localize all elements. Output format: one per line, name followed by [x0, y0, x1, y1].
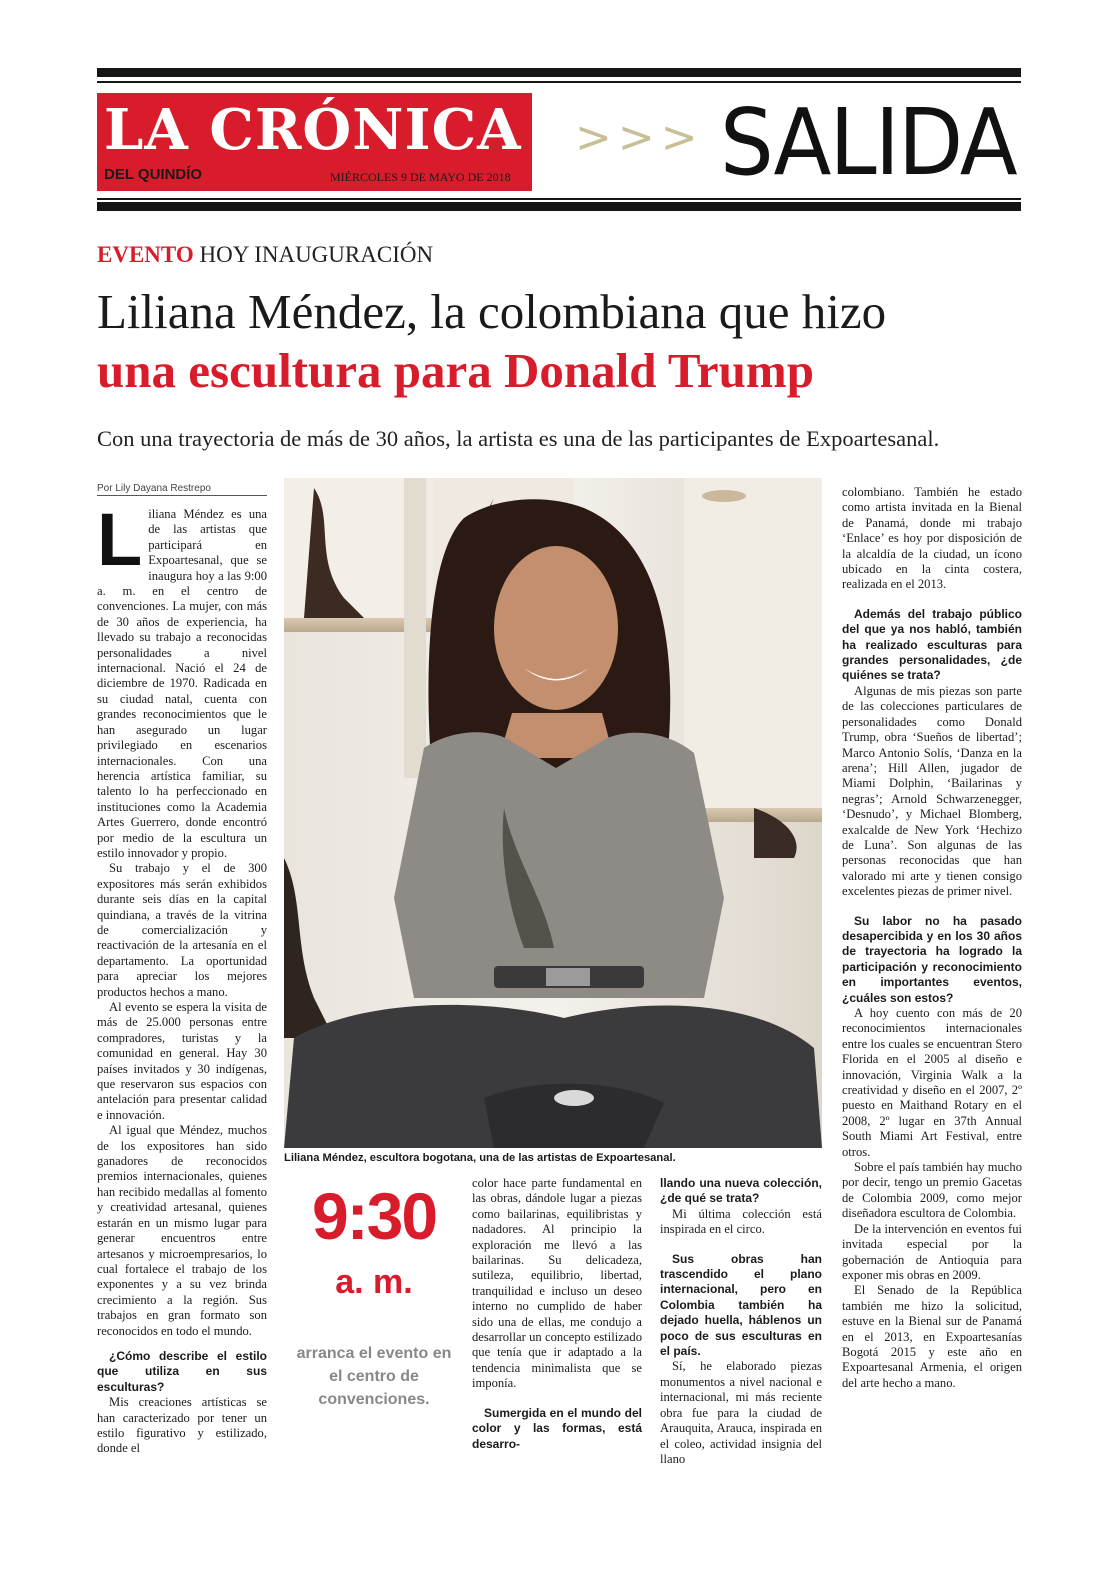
masthead-date: MIÉRCOLES 9 DE MAYO DE 2018 [330, 170, 511, 184]
highlight-time: 9:30 [311, 1179, 437, 1253]
paragraph: De la intervención en eventos fui invitada especial por la gobernación de Antioquia para exponer mis obras en 2009. [842, 1221, 1022, 1282]
paragraph: colombiano. También he estado como artista invitada en la Bienal de Panamá, donde mi trabajo ‘Enlace’ es hoy por disposición de la alcaldía de la ciudad, un ícono ubicado en la cinta costera, realizada en el 2013. [842, 485, 1022, 592]
dropcap: L [97, 498, 143, 581]
paragraph: A hoy cuento con más de 20 reconocimientos internacionales entre los cuales se encuentran Stero Florida en el 2005 al diseño e innovación, Virginia Walk a la creatividad y diseño en el 2007, 2º puesto en Maithand Rotary en el 2008, 2º lugar en 37th Annual South Miami Art Festival, entre otros. [842, 1006, 1022, 1159]
paragraph: Mi última colección está inspirada en el circo. [660, 1206, 822, 1237]
paragraph: Sí, he elaborado piezas monumentos a nivel nacional e internacional, mi más reciente obra fue para la ciudad de Arauquita, Arauca, inspirada en el coleo, actividad insignia del llano [660, 1359, 822, 1466]
interview-question: Sumergida en el mundo del color y las formas, está desarro- [472, 1405, 642, 1451]
headline-line1: Liliana Méndez, la colombiana que hizo [97, 284, 887, 339]
kicker [97, 241, 433, 269]
chevron-right-icon: >>> [575, 112, 704, 163]
headline-line2: una escultura para Donald Trump [97, 343, 814, 398]
paragraph: Algunas de mis piezas son parte de las colecciones particulares de personalidades como Donald Trump, obra ‘Sueños de libertad’; Marco Antonio Solís, ‘Danza en la arena’; Hill Allen, jugador de Miami Dolphin, ‘Bailarinas y negras’; Arnold Schwarzenegger, ‘Desnudo’, y Michael Blomberg, exalcalde de New York ‘Hechizo de Luna’. Son algunas de las personas reconocidas que han valorado mi arte y tienen consigo excelentes piezas de primer nivel. [842, 683, 1022, 899]
paragraph [97, 498, 267, 861]
highlight-text: arranca el evento en el centro de convenciones. [296, 1345, 452, 1408]
article-column-5 [842, 485, 1022, 1391]
interview-question: llando una nueva colección, ¿de qué se trata? [660, 1176, 822, 1206]
photo-caption: Liliana Méndez, escultora bogotana, una de las artistas de Expoartesanal. [284, 1152, 676, 1164]
paragraph: Al evento se espera la visita de más de 25.000 personas entre compradores, turistas y la comunidad en general. Hay 30 países invitados y 30 indígenas, que reservaron sus espacios con antelación para presentar calidad e innovación. [97, 1000, 267, 1122]
kicker-label: EVENTO [97, 242, 194, 267]
paragraph: color hace parte fundamental en las obras, dándole lugar a piezas como bailarinas, equilibristas y nadadores. Al principio la exploración me llevó a las bailarinas. Su delicadeza, sutileza, equilibrio, libertad, tranquilidad e incluso un deseo interno no cumplido de haber sido una de ellas, me condujo a desarrollar un concepto estilizado que tenía que ir adaptado a la tendencia minimalista que se imponía. [472, 1176, 642, 1391]
dek: Con una trayectoria de más de 30 años, la artista es una de las participantes de Expoartesanal. [97, 426, 940, 451]
paragraph: Su trabajo y el de 300 expositores más serán exhibidos durante seis días en la capital quindiana, a través de la vitrina de comercialización y reactivación de la artesanía en el departamento. La oportunidad para apreciar los mejores productos hechos a mano. [97, 861, 267, 999]
section-title: SALIDA [720, 89, 1016, 196]
article-column-3 [472, 1176, 642, 1452]
bottom-rule [97, 202, 1021, 211]
top-rule [97, 68, 1021, 77]
byline-rule [97, 495, 267, 496]
paragraph: El Senado de la República también me hizo la solicitud, estuve en la Bienal sur de Panamá en el 2013, en Expoartesanías Bogotá 2015 y este año en Expoartesanal Armenia, el origen del arte hecho a mano. [842, 1283, 1022, 1390]
interview-question: Sus obras han trascendido el plano internacional, pero en Colombia también ha dejado huella, háblenos un poco de sus esculturas en el país. [660, 1251, 822, 1359]
masthead-title: LA CRÓNICA [104, 97, 522, 163]
portrait-photo [284, 478, 822, 1148]
top-thin-rule [97, 81, 1021, 83]
kicker-text: HOY INAUGURACIÓN [199, 242, 434, 267]
interview-question: Su labor no ha pasado desapercibida y en los 30 años de trayectoria ha logrado la participación y reconocimiento en importantes eventos, ¿cuáles son estos? [842, 913, 1022, 1005]
byline: Por Lily Dayana Restrepo [97, 483, 211, 494]
highlight-ampm: a. m. [335, 1263, 413, 1301]
masthead-subtitle: DEL QUINDÍO [104, 166, 203, 183]
paragraph-text: iliana Méndez es una de las artistas que participará en Expoartesanal, que se inaugura hoy a las 9:00 a. m. en el centro de convenciones. La mujer, con más de 30 años de experiencia, ha llevado su trabajo a reconocidas personalidades a nivel internacional. Nació el 24 de diciembre de 1970. Radicada en su ciudad natal, cuenta con grandes reconocimientos que le han asegurado un lugar privilegiado en escenarios internacionales. Con una herencia artística familiar, su talento lo ha perfeccionado en instituciones como la Academia Artes Guerrero, donde encontró por medio de la escultura un estilo innovador y propio. [97, 507, 267, 860]
interview-question: ¿Cómo describe el estilo que utiliza en sus esculturas? [97, 1348, 267, 1394]
paragraph: Sobre el país también hay mucho por decir, tengo un premio Gacetas de Colombia 2009, como mejor diseñadora escultora de Colombia. [842, 1160, 1022, 1221]
interview-question: Además del trabajo público del que ya nos habló, también ha realizado esculturas para grandes personalidades, ¿de quiénes se trata? [842, 606, 1022, 683]
article-column-4 [660, 1176, 822, 1467]
bottom-thin-rule [97, 198, 1021, 200]
paragraph: Al igual que Méndez, muchos de los expositores han sido ganadores de reconocidos premios internacionales, quienes han recibido medallas al fomento y creatividad artesanal, quienes estarán en un mismo lugar para generar encuentros entre artesanos y microempresarios, lo cual fortalece el trabajo de los exponentes y a su vez brinda crecimiento a la región. Sus trabajos en gran formato son reconocidos en todo el mundo. [97, 1123, 267, 1338]
paragraph: Mis creaciones artísticas se han caracterizado por tener un estilo figurativo y estilizado, donde el [97, 1395, 267, 1456]
article-column-1 [97, 498, 267, 1457]
